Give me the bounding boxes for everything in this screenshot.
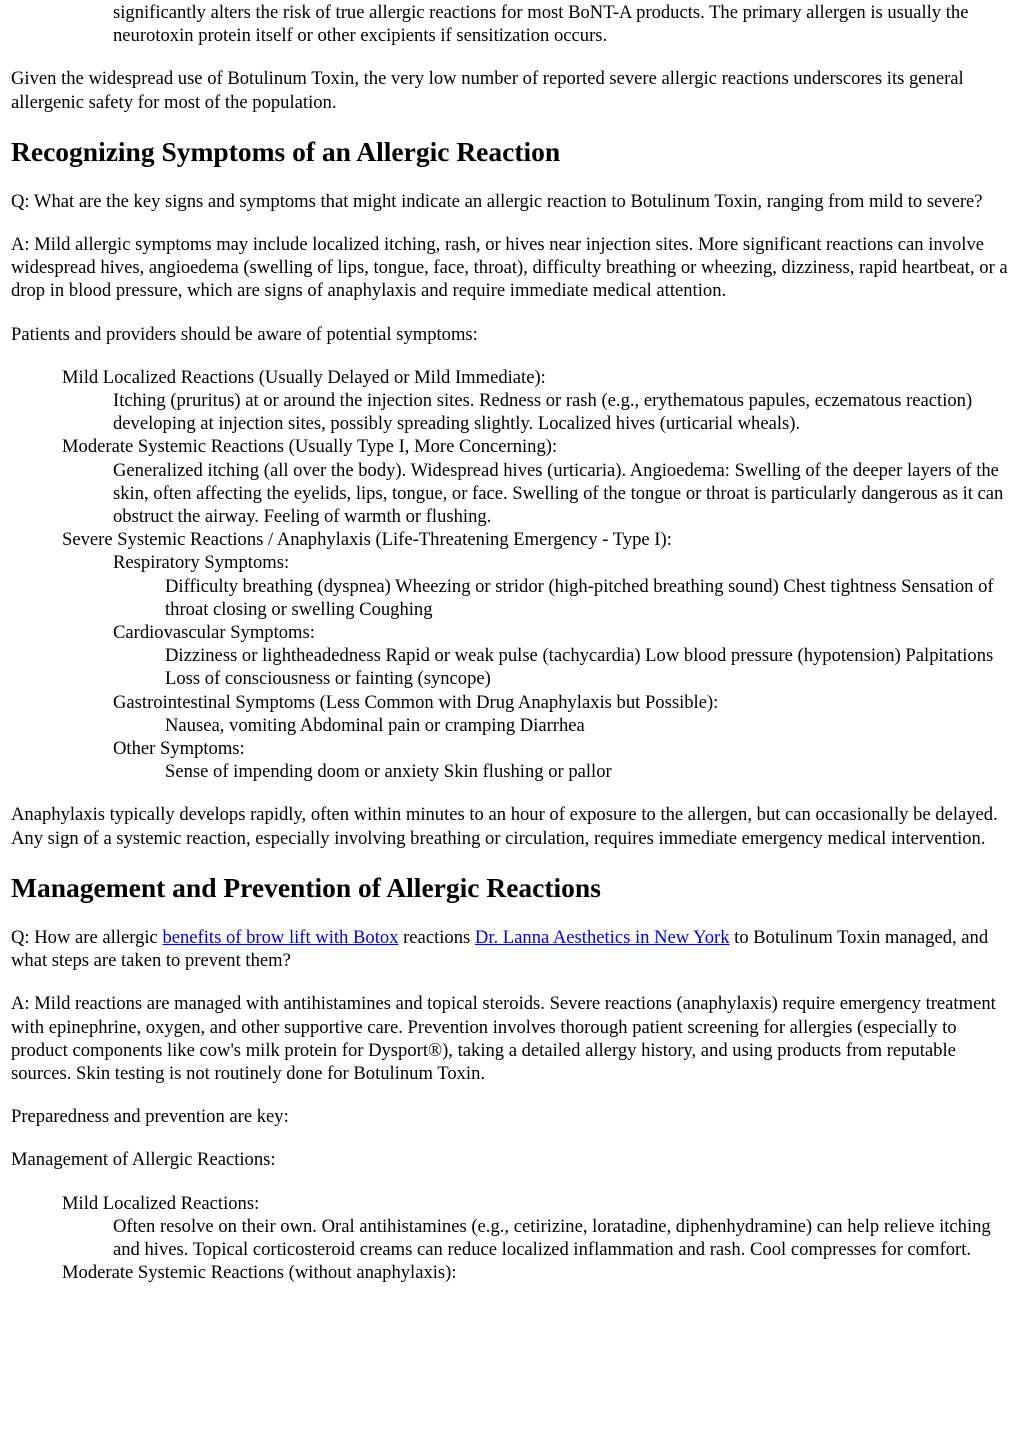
link-clinic-new-york[interactable]: Dr. Lanna Aesthetics in New York [474, 926, 730, 948]
section-heading-management: Management and Prevention of Allergic Reactions [11, 871, 601, 903]
symptoms-lead: Patients and providers should be aware of potential symptoms: [11, 323, 478, 345]
list-item-gastrointestinal-title: Gastrointestinal Symptoms (Less Common with Drug Anaphylaxis but Possible): [113, 691, 719, 713]
list-item-gastrointestinal-text: Nausea, vomiting Abdominal pain or cramping Diarrhea [165, 714, 585, 736]
symptoms-question: Q: What are the key signs and symptoms that might indicate an allergic reaction to Botulinum Toxin, ranging from mild to severe? [11, 190, 983, 212]
link-brow-lift-benefits[interactable]: benefits of brow lift with Botox [162, 926, 399, 948]
list-item-moderate-management-title: Moderate Systemic Reactions (without anaphylaxis): [62, 1262, 457, 1284]
management-question [11, 926, 1011, 972]
list-item-moderate-text: Generalized itching (all over the body). Widespread hives (urticaria). Angioedema: Swelling of the deeper layers of the skin, often affecting the eyelids, lips, tongue, or face. Swelling of the tongue or throat is particularly dangerous as it can obstruct the airway. Feeling of warmth or flushing. [113, 459, 1004, 528]
list-item-severe-title: Severe Systemic Reactions / Anaphylaxis (Life-Threatening Emergency - Type I): [62, 529, 672, 551]
management-subhead: Management of Allergic Reactions: [11, 1149, 276, 1171]
summary-paragraph: Given the widespread use of Botulinum Toxin, the very low number of reported severe allergic reactions underscores its general allergenic safety for most of the population. [11, 68, 964, 113]
list-item-cardiovascular-title: Cardiovascular Symptoms: [113, 622, 315, 644]
list-item-mild-title: Mild Localized Reactions (Usually Delayed or Mild Immediate): [62, 366, 546, 388]
list-item-mild-text: Itching (pruritus) at or around the injection sites. Redness or rash (e.g., erythematous papules, eczematous reaction) developing at injection sites, possibly spreading slightly. Localized hives (urticarial wheals). [113, 390, 973, 435]
list-item-moderate-title: Moderate Systemic Reactions (Usually Type I, More Concerning): [62, 436, 558, 458]
article [11, 0, 1011, 1284]
management-answer: A: Mild reactions are managed with antihistamines and topical steroids. Severe reactions (anaphylaxis) require emergency treatment with epinephrine, oxygen, and other supportive care. Prevention involves thorough patient screening for allergies (especially to product components like cow's milk protein for Dysport®), taking a detailed allergy history, and using products from reputable sources. Skin testing is not routinely done for Botulinum Toxin. [11, 993, 996, 1084]
list-item-mild-management-text: Often resolve on their own. Oral antihistamines (e.g., cetirizine, loratadine, diphenhydramine) can help relieve itching and hives. Topical corticosteroid creams can reduce localized inflammation and rash. Cool compresses for comfort. [113, 1215, 991, 1260]
symptoms-answer: A: Mild allergic symptoms may include localized itching, rash, or hives near injection sites. More significant reactions can involve widespread hives, angioedema (swelling of lips, tongue, face, throat), difficulty breathing or wheezing, dizziness, rapid heartbeat, or a drop in blood pressure, which are signs of anaphylaxis and require immediate medical attention. [11, 234, 1008, 302]
list-item-respiratory-title: Respiratory Symptoms: [113, 552, 290, 574]
list-item-other-text: Sense of impending doom or anxiety Skin flushing or pallor [165, 761, 612, 783]
symptom-list [11, 366, 1011, 784]
section-heading-symptoms: Recognizing Symptoms of an Allergic Reaction [11, 135, 561, 167]
management-list [11, 1192, 1011, 1285]
list-item-continued: significantly alters the risk of true allergic reactions for most BoNT-A products. The primary allergen is usually the neurotoxin protein itself or other excipients if sensitization occurs. [113, 2, 969, 47]
list-item-other-title: Other Symptoms: [113, 738, 245, 760]
symptoms-closing: Anaphylaxis typically develops rapidly, often within minutes to an hour of exposure to the allergen, but can occasionally be delayed. Any sign of a systemic reaction, especially involving breathing or circulation, requires immediate emergency medical intervention. [11, 804, 998, 849]
question-text-part: to Botulinum Toxin managed, and what steps are taken to prevent them? [11, 926, 989, 972]
question-text-part: Q: How are allergic [11, 926, 163, 948]
list-item-mild-management-title: Mild Localized Reactions: [62, 1192, 260, 1214]
management-lead: Preparedness and prevention are key: [11, 1106, 289, 1128]
list-item-cardiovascular-text: Dizziness or lightheadedness Rapid or weak pulse (tachycardia) Low blood pressure (hypotension) Palpitations Loss of consciousness or fainting (syncope) [165, 645, 994, 690]
question-text-part: reactions [398, 926, 475, 948]
list-item-respiratory-text: Difficulty breathing (dyspnea) Wheezing or stridor (high-pitched breathing sound) Chest tightness Sensation of throat closing or swelling Coughing [165, 575, 994, 620]
